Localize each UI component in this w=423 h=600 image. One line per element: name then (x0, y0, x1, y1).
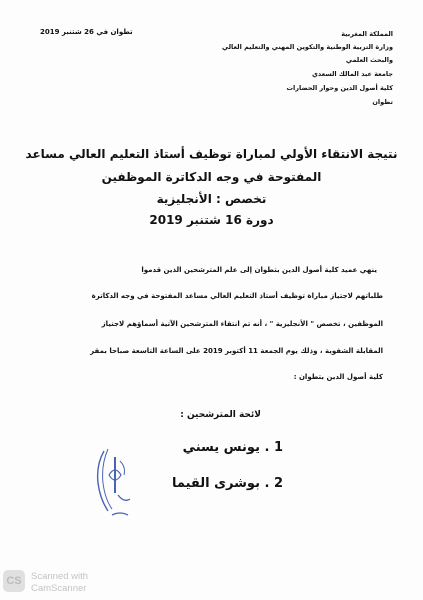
title-specialty: تخصص : الأنجليزية (156, 192, 267, 206)
header-research: والبحث العلمي (345, 56, 393, 64)
title-session: دورة 16 شتنبر 2019 (149, 213, 274, 227)
camscanner-watermark (3, 568, 113, 598)
title-line-2: المفتوحة في وجه الدكاترة الموظفين (101, 170, 322, 184)
body-line-2: طلباتهم لاجتياز مباراة توظيف أستاذ التعليم العالي مساعد المفتوحة في وجه الدكاترة (91, 292, 383, 300)
body-line-1: ينهي عميد كلية أصول الدين بتطوان إلى علم المترشحين الذين قدموا (141, 266, 377, 274)
body-line-5: كلية أصول الدين بتطوان : (293, 373, 383, 381)
header-ministry: وزارة التربية الوطنية والتكوين المهني والتعليم العالي (222, 43, 393, 51)
header-city: تطوان (372, 98, 393, 106)
header-faculty: كلية أصول الدين وحوار الحضارات (286, 84, 393, 92)
faculty-stamp (90, 445, 140, 520)
document-date: تطوان في 26 شتنبر 2019 (40, 28, 133, 36)
header-kingdom: المملكة المغربية (341, 30, 393, 38)
body-line-4: المقابلة الشفوية ، وذلك يوم الجمعة 11 أكتوبر 2019 على الساعة التاسعة صباحا بمقر (90, 347, 383, 355)
body-line-3: الموظفين ، تخصص " الأنجليزية " ، أنه تم انتقاء المترشحين الآتية أسماؤهم لاجتياز (101, 320, 383, 328)
camscanner-logo: CS (3, 570, 25, 592)
title-line-1: نتيجة الانتقاء الأولي لمباراة توظيف أستاذ التعليم العالي مساعد (25, 147, 398, 161)
candidate-1: 1 . يونس يسني (182, 440, 283, 455)
candidate-2: 2 . بوشرى القيما (172, 476, 283, 491)
header-university: جامعة عبد المالك السعدي (311, 70, 393, 78)
watermark-line-1: Scanned with (31, 571, 89, 582)
watermark-line-2: CamScanner (31, 583, 87, 594)
candidates-list-heading: لائحة المترشحين : (180, 410, 261, 420)
